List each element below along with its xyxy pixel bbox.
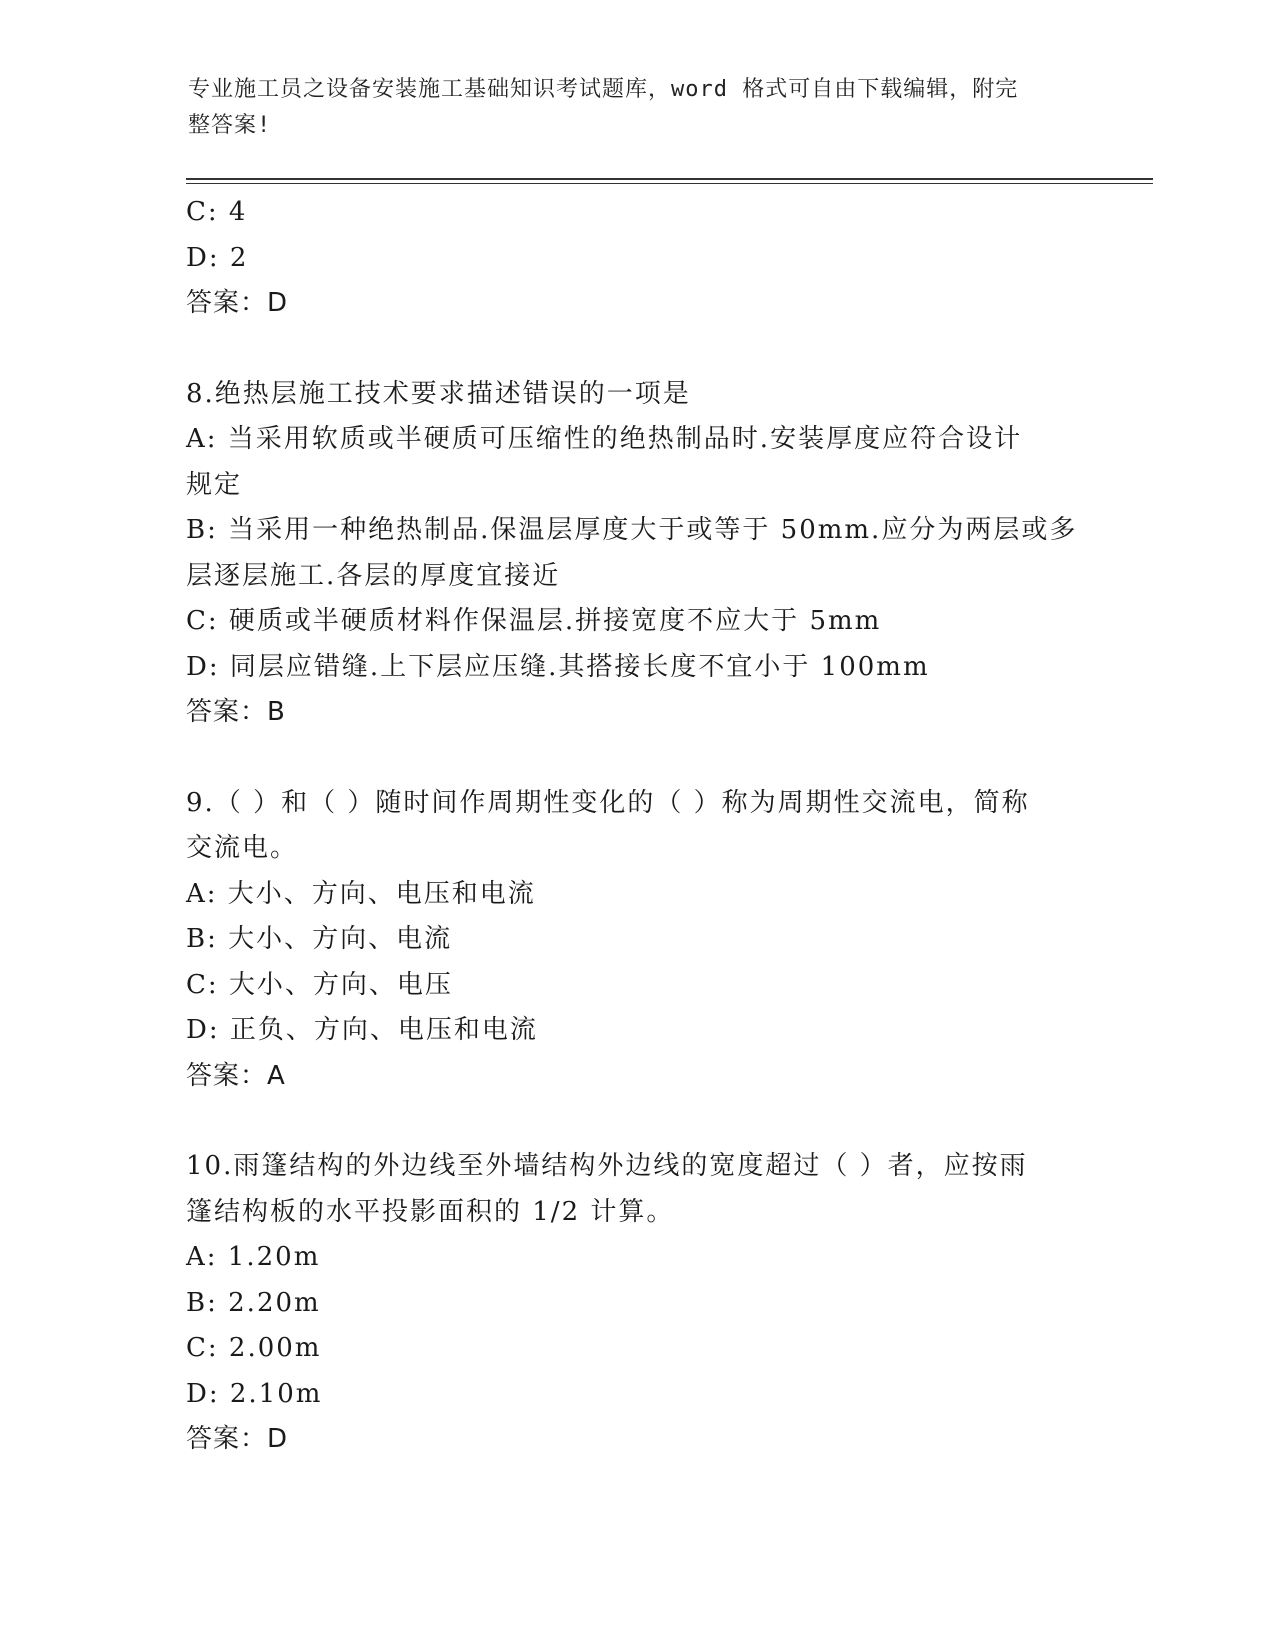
option-d: D: 正负、方向、电压和电流 [186,1015,538,1045]
question-content [186,190,1086,1463]
block-spacer [186,1099,1086,1144]
option-b: B: 2.20m [186,1287,321,1318]
answer-line: 答案：D [186,1424,289,1454]
question-stem: 9.（ ）和（ ）随时间作周期性变化的（ ）称为周期性交流电，简称 [186,787,1030,818]
question-block-9 [186,781,1086,1100]
option-b: B: 当采用一种绝热制品.保温层厚度大于或等于 50mm.应分为两层或多 [186,515,1078,545]
question-stem-continued: 篷结构板的水平投影面积的 1/2 计算。 [186,1196,675,1227]
option-d: D: 同层应错缝.上下层应压缝.其搭接长度不宜小于 100mm [186,651,930,682]
option-a: A: 1.20m [186,1242,321,1272]
block-spacer [186,327,1086,372]
header-divider-thin [186,183,1153,184]
option-c: C: 大小、方向、电压 [186,969,453,1000]
header-divider-thick [186,178,1153,180]
question-stem-continued: 交流电。 [186,833,299,863]
header-title-line-1: 专业施工员之设备安装施工基础知识考试题库，word 格式可自由下载编辑，附完 [188,77,1019,102]
option-b: B: 大小、方向、电流 [186,924,453,954]
header-title-line-2: 整答案! [188,113,272,138]
option-d: D: 2.10m [186,1378,323,1409]
question-block-8 [186,372,1086,736]
option-a-continued: 规定 [186,469,243,500]
answer-line: 答案：B [186,697,286,727]
block-spacer [186,736,1086,781]
option-c: C: 4 [186,197,248,227]
option-a: A: 大小、方向、电压和电流 [186,878,536,909]
option-b-continued: 层逐层施工.各层的厚度宜接近 [186,560,561,591]
page-header [188,72,1068,144]
question-stem: 8.绝热层施工技术要求描述错误的一项是 [186,378,691,409]
option-c: C: 2.00m [186,1333,322,1363]
option-c: C: 硬质或半硬质材料作保温层.拼接宽度不应大于 5mm [186,606,882,636]
question-block-10 [186,1144,1086,1463]
option-d: D: 2 [186,242,249,273]
question-block-7-continued [186,190,1086,327]
answer-line: 答案：A [186,1060,286,1091]
question-stem: 10.雨篷结构的外边线至外墙结构外边线的宽度超过（ ）者，应按雨 [186,1151,1028,1181]
option-a: A: 当采用软质或半硬质可压缩性的绝热制品时.安装厚度应符合设计 [186,424,1023,454]
answer-line: 答案：D [186,288,289,318]
